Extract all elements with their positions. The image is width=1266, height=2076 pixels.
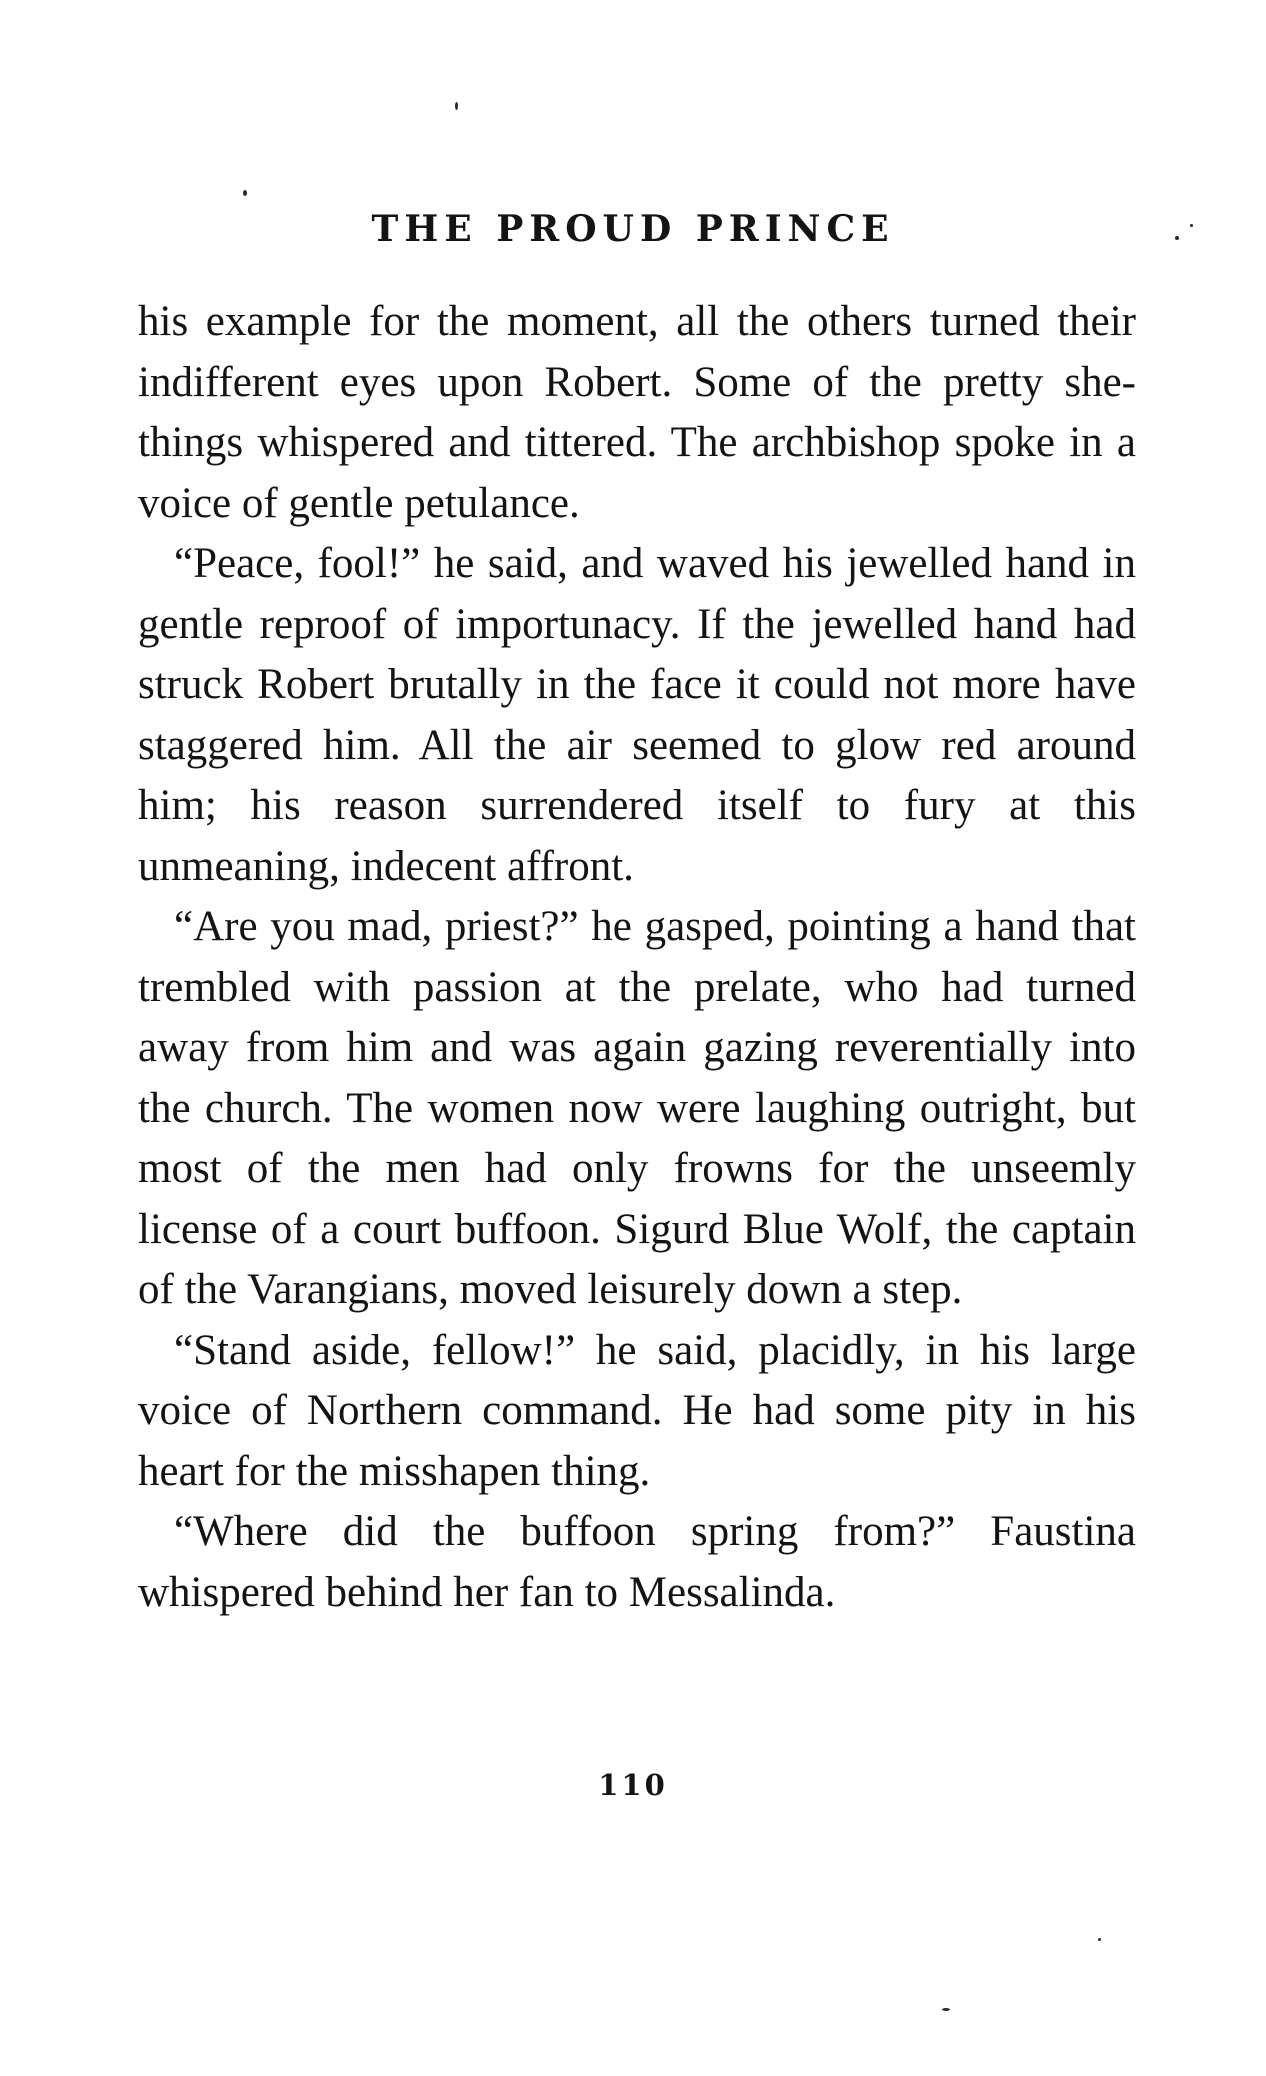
page-number: 110 (598, 1768, 668, 1802)
paragraph: “Stand aside, fellow!” he said, placidly, in his large voice of Northern command. He had some pity in his heart for the misshapen thing. (138, 1326, 1136, 1495)
running-head: THE PROUD PRINCE (371, 208, 895, 250)
paragraph: “Where did the buffoon spring from?” Faustina whispered behind her fan to Messalinda. (138, 1508, 1136, 1616)
print-speck (942, 2008, 950, 2011)
print-speck (243, 190, 247, 196)
paragraph: “Are you mad, priest?” he gasped, pointing a hand that trembled with passion at the prelate, who had turned away from him and was again gazing reverentially into the church. The women now were laughing outright, but most of the men had only frowns for the unseemly license of a court buffoon. Sigurd Blue Wolf, the captain of the Varangians, moved leisurely down a step. (138, 903, 1136, 1313)
print-speck (455, 102, 458, 110)
print-speck (1098, 1938, 1101, 1941)
body-text (138, 292, 1136, 1623)
paragraph: “Peace, fool!” he said, and waved his jewelled hand in gentle reproof of importunacy. If the jewelled hand had struck Robert brutally in the face it could not more have staggered him. All the air seemed to glow red around him; his reason surrendered itself to fury at this unmeaning, indecent affront. (138, 540, 1136, 890)
paragraph: his example for the moment, all the others turned their indifferent eyes upon Robert. Some of the pretty she-things whispered and tittered. The archbishop spoke in a voice of gentle petulance. (138, 298, 1136, 527)
